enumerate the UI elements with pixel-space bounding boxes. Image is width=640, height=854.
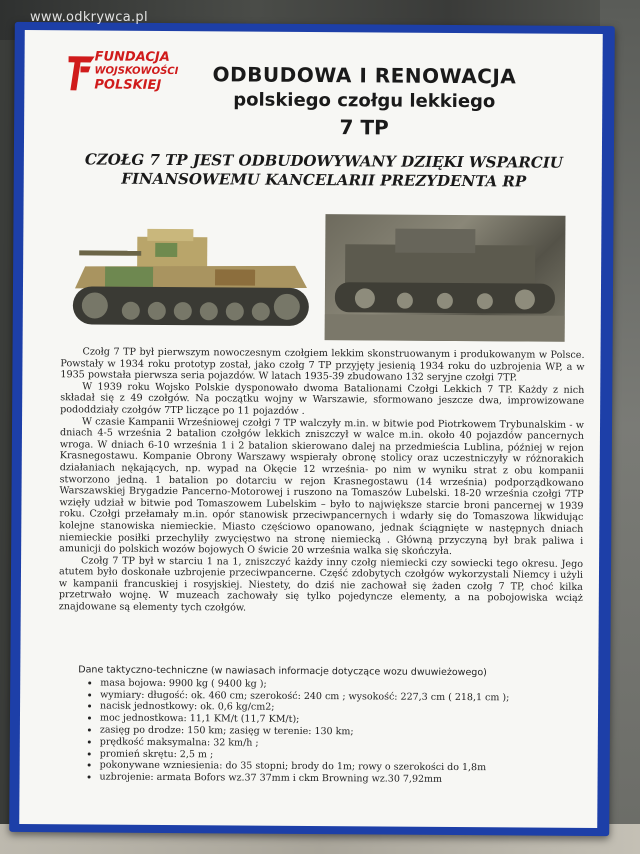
- eagle-logo-icon: [66, 52, 96, 92]
- spec-item: • wymiary: długość: ok. 460 cm; szerokość: 240 cm ; wysokość: 227,3 cm ( 218,1 cm );: [100, 689, 578, 704]
- spec-item: • masa bojowa: 9900 kg ( 9400 kg );: [100, 677, 578, 692]
- logo-line-2: WOJSKOWOŚCI: [94, 65, 179, 78]
- logo-line-3: POLSKIEJ: [94, 77, 162, 93]
- spec-item: • nacisk jednostkowy: ok. 0,6 kg/cm2;: [100, 701, 578, 716]
- history-text: [59, 346, 585, 616]
- title-line-3: 7 TP: [339, 115, 389, 140]
- paragraph-3: W czasie Kampanii Wrześniowej czołgi 7 TP walczyły m.in. w bitwie pod Piotrkowem Trybunalskim - w dniach 4-5 września 2 batalion czołgów lekkich zniszczył w walce m.in. około 40 pojazdów pancernych wroga. W dniach 6-10 września 1 i 2 batalion skierowano dalej na przedmieścia Lublina, później w rejon Krasnegostawu. Kompanie Obrony Warszawy wspierały obronę stolicy oraz uczestniczyły w różnorakich działaniach nękających, np. wypad na Okęcie 12 września- po nim w wyniku strat z obu kompanii stworzono jedną. 1 batalion po dotarciu w rejon Krasnegostawu (14 września) podporządkowano Warszawskiej Brygadzie Pancerno-Motorowej i ruszono na Tomaszów Lubelski. 18-20 września czołgi 7TP wzięły udział w bitwie pod Tomaszowem Lubelskim – było to największe starcie broni pancernej w 1939 roku. Czołgi przełamały m.in. opór stanowisk przeciwpancernych i wdarły się do Tomaszowa likwidując kolejne stanowiska niemieckie. Miasto częściowo opanowano, jednak ściągnięte w następnych dniach niemieckie posiłki przechyliły zwycięstwo na stronę niemiecką . Główną przyczyną był brak paliwa i amunicji do polskich wozów bojowych O świcie 20 września walka się skończyła.: [59, 415, 585, 558]
- specs-heading: Dane taktyczno-techniczne (w nawiasach informacje dotyczące wozu dwuwieżowego): [78, 664, 487, 679]
- foundation-logo: [66, 49, 179, 107]
- paragraph-2: W 1939 roku Wojsko Polskie dysponowało dwoma Batalionami Czołgi Lekkich 7 TP. Każdy z nich składał się z 49 czołgów. Na początku wojny w Warszawie, sformowano jeszcze dwa, improwizowane pododdziały czołgów 7TP liczące po 11 pojazdów .: [60, 381, 585, 417]
- paragraph-1: Czołg 7 TP był pierwszym nowoczesnym czołgiem lekkim skonstruowanym i produkowanym w Polsce. Powstały w 1934 roku prototyp został, jako czołg 7 TP przyjęty jesienią 1934 roku do uzbrojenia WP, a w 1935 powstała pierwsza seria pojazdów. W latach 1935-39 zbudowano 132 seryjne czołgi 7TP.: [60, 346, 585, 384]
- subtitle-line-1: CZOŁG 7 TP JEST ODBUDOWYWANY DZIĘKI WSPARCIU: [84, 150, 563, 172]
- poster-frame: [9, 22, 615, 836]
- spec-item: • uzbrojenie: armata Bofors wz.37 37mm i ckm Browning wz.30 7,92mm: [100, 772, 578, 787]
- poster-subtitle: [64, 150, 584, 192]
- watermark: www.odkrywca.pl: [30, 10, 148, 25]
- spec-item: • zasięg po drodze: 150 km; zasięg w terenie: 130 km;: [100, 725, 578, 740]
- poster-title: [174, 61, 555, 142]
- spec-item: • moc jednostkowa: 11,1 KM/t (11,7 KM/t);: [100, 713, 578, 728]
- spec-item: • promień skrętu: 2,5 m ;: [100, 748, 578, 763]
- subtitle-line-2: FINANSOWEMU KANCELARII PREZYDENTA RP: [121, 169, 527, 191]
- specs-list: [78, 677, 579, 787]
- tank-illustration: [65, 206, 316, 338]
- logo-line-1: FUNDACJA: [94, 49, 170, 65]
- wreck-photo: [325, 214, 566, 342]
- paragraph-4: Czołg 7 TP był w starciu 1 na 1, zniszczyć każdy inny czołg niemiecki czy sowiecki tego okresu. Jego atutem było doskonałe uzbrojenie przeciwpancerne. Część zdobytych czołgów wykorzystali Niemcy i użyli w kampanii francuskiej i rosyjskiej. Niestety, do dziś nie zachował się żaden czołg 7 TP, choć kilka przetrwało wojnę. W muzeach zachowały się tylko pojedyncze elementy, a na pobojowiska wciąż znajdowane są elementy tych czołgów.: [58, 555, 584, 614]
- spec-item: • prędkość maksymalna: 32 km/h ;: [100, 736, 578, 751]
- title-line-2: polskiego czołgu lekkiego: [233, 89, 496, 113]
- spec-item: • pokonywane wzniesienia: do 35 stopni; brody do 1m; rowy o szerokości do 1,8m: [100, 760, 578, 775]
- logo-text: [94, 49, 179, 93]
- poster-sheet: [19, 30, 603, 828]
- technical-specs: [78, 664, 579, 786]
- title-line-1: ODBUDOWA I RENOWACJA: [212, 62, 517, 89]
